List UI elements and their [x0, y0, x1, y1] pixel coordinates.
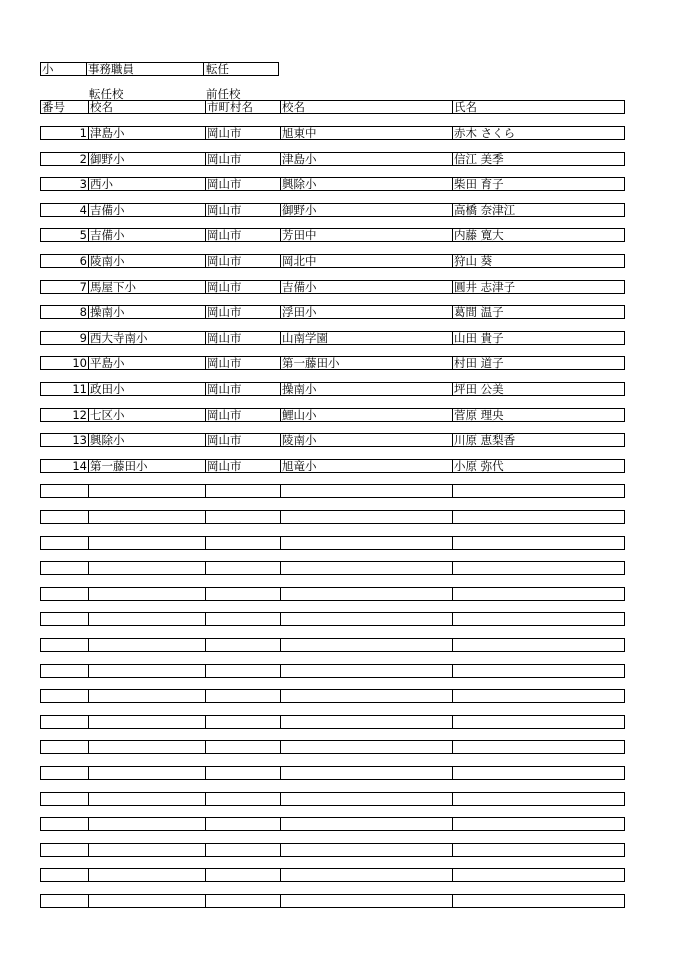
row-name: [452, 869, 624, 881]
row-prev-school: [280, 767, 452, 779]
row-city: 岡山市: [205, 229, 280, 241]
row-school: [88, 767, 205, 779]
row-prev-school: [280, 716, 452, 728]
row-number: 14: [72, 460, 87, 472]
column-header-row: [40, 100, 625, 114]
row-number: [41, 690, 88, 702]
row-name: 葛間 温子: [452, 306, 624, 318]
table-row: [40, 484, 625, 498]
row-city: 岡山市: [205, 127, 280, 139]
row-school: [88, 690, 205, 702]
row-school: 平島小: [88, 357, 205, 369]
row-prev-school: 旭東中: [280, 127, 452, 139]
table-row: [40, 408, 625, 422]
row-school: 御野小: [88, 153, 205, 165]
table-row: [40, 382, 625, 396]
row-city: [205, 665, 280, 677]
row-number: 8: [79, 306, 87, 318]
row-school: [88, 639, 205, 651]
row-city: [205, 588, 280, 600]
row-number: 4: [79, 204, 87, 216]
row-city: [205, 485, 280, 497]
row-school: 吉備小: [88, 204, 205, 216]
row-name: [452, 613, 624, 625]
row-name: 狩山 葵: [452, 255, 624, 267]
row-number: 9: [79, 332, 87, 344]
table-row: [40, 126, 625, 140]
row-school: [88, 588, 205, 600]
table-row: [40, 740, 625, 754]
row-prev-school: 津島小: [280, 153, 452, 165]
row-school: [88, 665, 205, 677]
table-row: [40, 587, 625, 601]
row-prev-school: 興除小: [280, 178, 452, 190]
row-number: [41, 741, 88, 753]
row-number: 2: [79, 153, 87, 165]
row-number: 3: [79, 178, 87, 190]
row-name: 信江 美季: [452, 153, 624, 165]
row-school: [88, 793, 205, 805]
row-city: 岡山市: [205, 383, 280, 395]
row-city: 岡山市: [205, 332, 280, 344]
table-row: [40, 868, 625, 882]
row-name: 小原 弥代: [452, 460, 624, 472]
category-cell: [203, 62, 279, 76]
row-city: 岡山市: [205, 306, 280, 318]
row-school: [88, 511, 205, 523]
table-row: [40, 203, 625, 217]
row-number: [41, 613, 88, 625]
row-name: [452, 562, 624, 574]
row-school: [88, 716, 205, 728]
row-city: [205, 844, 280, 856]
row-name: [452, 844, 624, 856]
level-cell: [40, 62, 87, 76]
row-city: [205, 818, 280, 830]
row-school: 津島小: [88, 127, 205, 139]
row-city: 岡山市: [205, 409, 280, 421]
row-prev-school: 陵南小: [280, 434, 452, 446]
table-row: [40, 536, 625, 550]
row-number: 1: [79, 127, 87, 139]
row-school: 第一藤田小: [88, 460, 205, 472]
row-city: [205, 895, 280, 907]
row-prev-school: 吉備小: [280, 281, 452, 293]
row-prev-school: [280, 562, 452, 574]
row-name: [452, 895, 624, 907]
row-prev-school: [280, 665, 452, 677]
row-city: 岡山市: [205, 255, 280, 267]
row-city: 岡山市: [205, 460, 280, 472]
row-name: [452, 716, 624, 728]
row-name: [452, 741, 624, 753]
row-name: [452, 767, 624, 779]
column-header-city: 市町村名: [205, 101, 280, 113]
row-prev-school: 岡北中: [280, 255, 452, 267]
row-number: 12: [72, 409, 87, 421]
row-city: 岡山市: [205, 434, 280, 446]
table-row: [40, 228, 625, 242]
row-school: [88, 869, 205, 881]
row-prev-school: [280, 613, 452, 625]
row-number: [41, 511, 88, 523]
row-name: 山田 貴子: [452, 332, 624, 344]
row-school: [88, 485, 205, 497]
table-row: [40, 177, 625, 191]
row-prev-school: 旭竜小: [280, 460, 452, 472]
row-city: [205, 793, 280, 805]
row-prev-school: 御野小: [280, 204, 452, 216]
row-name: 赤木 さくら: [452, 127, 624, 139]
row-name: 圓井 志津子: [452, 281, 624, 293]
row-school: 政田小: [88, 383, 205, 395]
row-prev-school: 山南学園: [280, 332, 452, 344]
row-number: [41, 844, 88, 856]
row-prev-school: [280, 537, 452, 549]
table-row: [40, 715, 625, 729]
group-new-label: 転任校: [89, 87, 124, 101]
row-prev-school: [280, 511, 452, 523]
row-city: [205, 613, 280, 625]
table-row: [40, 766, 625, 780]
row-number: 13: [72, 434, 87, 446]
table-row: [40, 305, 625, 319]
row-number: 6: [79, 255, 87, 267]
row-number: [41, 869, 88, 881]
row-prev-school: 第一藤田小: [280, 357, 452, 369]
row-prev-school: [280, 741, 452, 753]
row-school: [88, 562, 205, 574]
row-city: [205, 639, 280, 651]
category-label: 転任: [206, 62, 229, 76]
row-number: [41, 818, 88, 830]
table-row: [40, 152, 625, 166]
table-row: [40, 689, 625, 703]
row-prev-school: 芳田中: [280, 229, 452, 241]
row-name: 村田 道子: [452, 357, 624, 369]
row-city: [205, 537, 280, 549]
table-row: [40, 894, 625, 908]
row-city: 岡山市: [205, 204, 280, 216]
row-city: 岡山市: [205, 281, 280, 293]
row-number: [41, 895, 88, 907]
row-school: 馬屋下小: [88, 281, 205, 293]
table-row: [40, 817, 625, 831]
table-row: [40, 612, 625, 626]
column-header-prev-school: 校名: [280, 101, 452, 113]
row-name: [452, 690, 624, 702]
column-header-school: 校名: [88, 101, 205, 113]
row-name: [452, 793, 624, 805]
row-city: [205, 716, 280, 728]
row-prev-school: [280, 485, 452, 497]
job-type-cell: [86, 62, 204, 76]
row-school: 西小: [88, 178, 205, 190]
table-row: [40, 280, 625, 294]
row-school: 操南小: [88, 306, 205, 318]
table-row: [40, 664, 625, 678]
row-prev-school: 鯉山小: [280, 409, 452, 421]
row-prev-school: [280, 818, 452, 830]
row-name: [452, 818, 624, 830]
table-row: [40, 843, 625, 857]
level-label: 小: [42, 62, 54, 76]
row-school: 吉備小: [88, 229, 205, 241]
table-row: [40, 331, 625, 345]
row-prev-school: [280, 844, 452, 856]
row-school: 陵南小: [88, 255, 205, 267]
row-school: 七区小: [88, 409, 205, 421]
row-name: 川原 恵梨香: [452, 434, 624, 446]
row-name: [452, 588, 624, 600]
table-row: [40, 638, 625, 652]
row-city: 岡山市: [205, 153, 280, 165]
row-name: [452, 537, 624, 549]
row-prev-school: [280, 895, 452, 907]
row-number: [41, 716, 88, 728]
row-school: [88, 537, 205, 549]
group-prev-label: 前任校: [206, 87, 241, 101]
row-number: 7: [79, 281, 87, 293]
column-header-name: 氏名: [452, 101, 624, 113]
row-name: [452, 639, 624, 651]
row-name: 内藤 寛大: [452, 229, 624, 241]
row-city: [205, 511, 280, 523]
row-number: [41, 639, 88, 651]
row-city: [205, 562, 280, 574]
table-row: [40, 792, 625, 806]
row-prev-school: 浮田小: [280, 306, 452, 318]
row-number: [41, 665, 88, 677]
row-school: 西大寺南小: [88, 332, 205, 344]
row-school: [88, 613, 205, 625]
row-name: 柴田 育子: [452, 178, 624, 190]
table-row: [40, 356, 625, 370]
row-prev-school: [280, 690, 452, 702]
row-school: [88, 895, 205, 907]
row-city: [205, 690, 280, 702]
row-city: [205, 767, 280, 779]
row-school: [88, 844, 205, 856]
row-prev-school: [280, 588, 452, 600]
row-number: [41, 793, 88, 805]
table-row: [40, 561, 625, 575]
column-header-no: 番号: [42, 101, 65, 113]
row-city: [205, 869, 280, 881]
row-name: 高橋 奈津江: [452, 204, 624, 216]
row-number: [41, 537, 88, 549]
row-name: [452, 665, 624, 677]
row-number: 11: [72, 383, 87, 395]
table-row: [40, 510, 625, 524]
row-number: [41, 588, 88, 600]
row-prev-school: 操南小: [280, 383, 452, 395]
table-row: [40, 254, 625, 268]
row-city: 岡山市: [205, 357, 280, 369]
row-school: [88, 741, 205, 753]
row-name: [452, 485, 624, 497]
row-name: 菅原 理央: [452, 409, 624, 421]
row-number: 10: [72, 357, 87, 369]
table-row: [40, 433, 625, 447]
row-school: 興除小: [88, 434, 205, 446]
row-prev-school: [280, 639, 452, 651]
row-number: [41, 562, 88, 574]
row-name: 坪田 公美: [452, 383, 624, 395]
row-prev-school: [280, 793, 452, 805]
job-type-label: 事務職員: [88, 62, 134, 76]
row-number: [41, 767, 88, 779]
row-prev-school: [280, 869, 452, 881]
row-city: [205, 741, 280, 753]
table-row: [40, 459, 625, 473]
row-number: 5: [79, 229, 87, 241]
row-city: 岡山市: [205, 178, 280, 190]
row-number: [41, 485, 88, 497]
row-school: [88, 818, 205, 830]
row-name: [452, 511, 624, 523]
